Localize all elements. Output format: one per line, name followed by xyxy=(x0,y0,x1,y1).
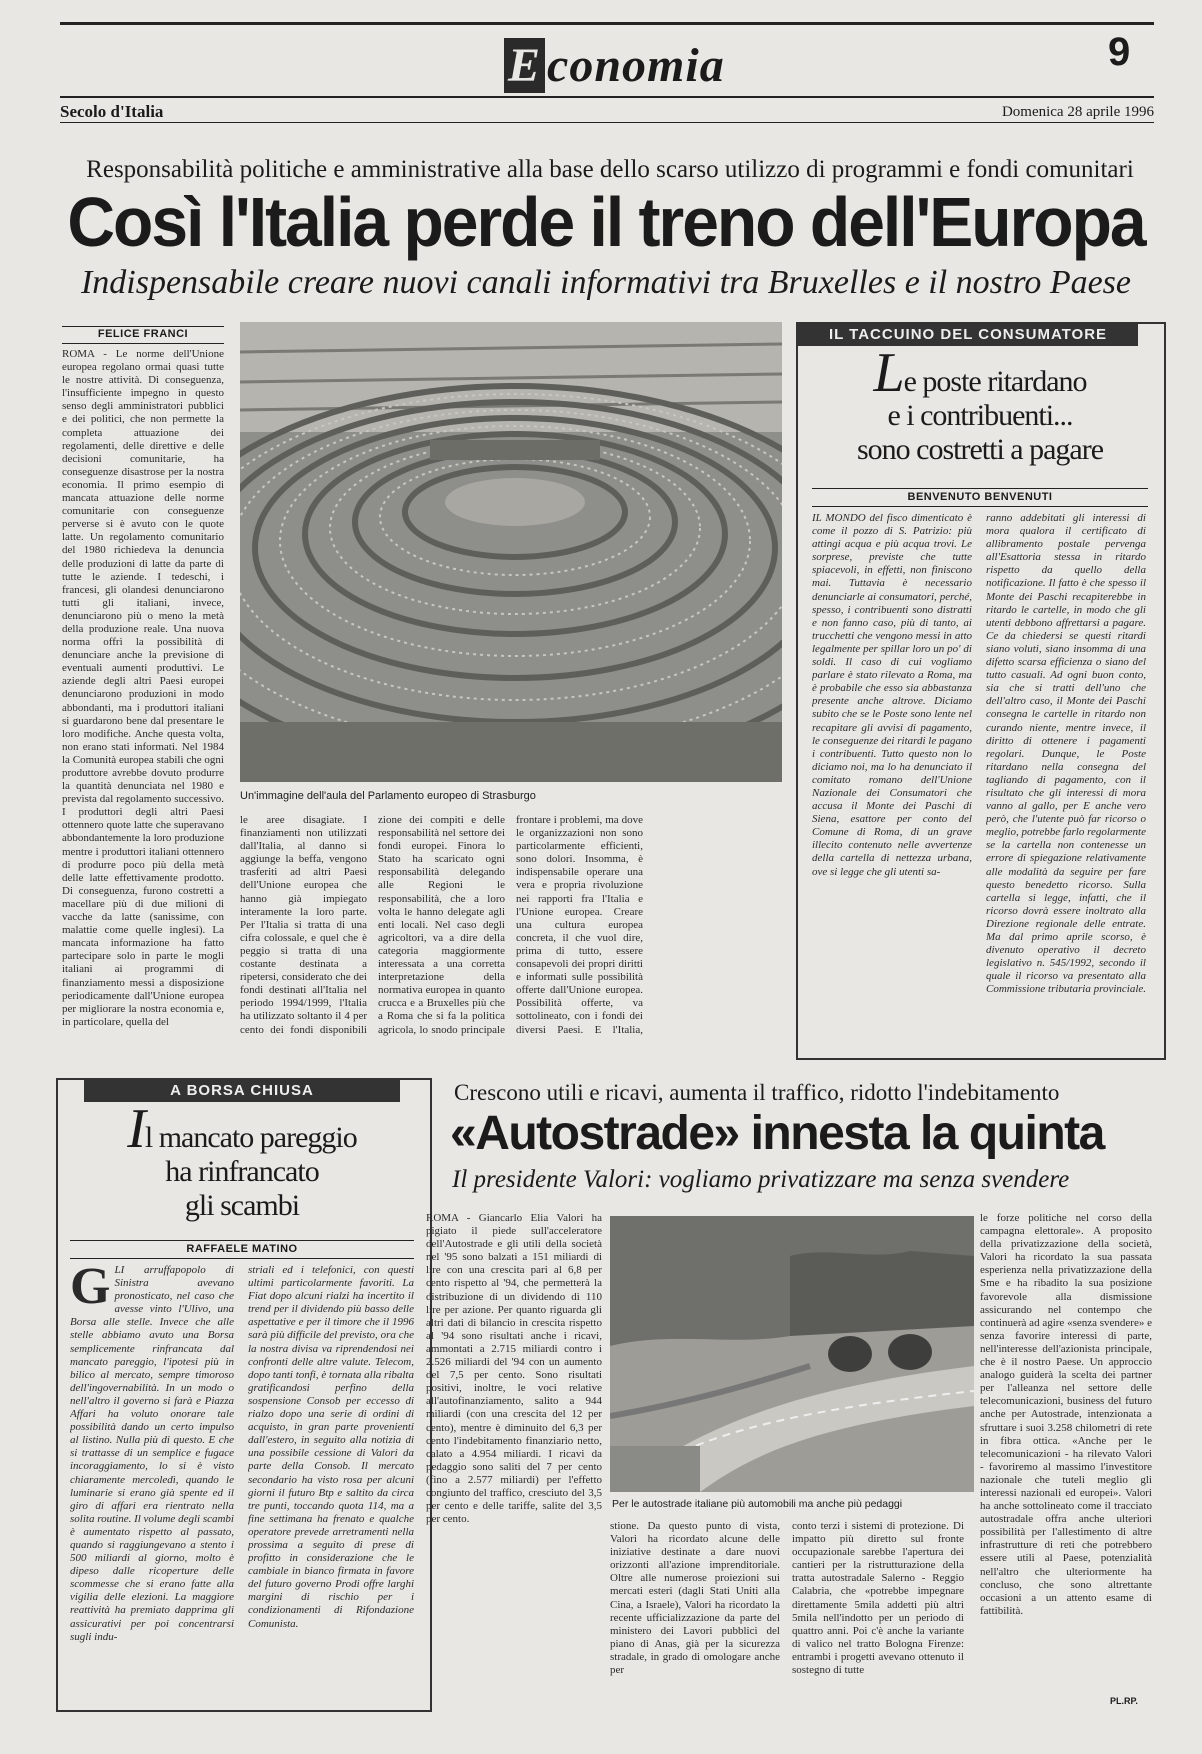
autostrade-column-4: le forze politiche nel corso della campagna elettorale». A proposito della privatizzazione della società, Valori ha ricordato la sua passata esperienza nella privatizzazione della Sme e ha ribadito la sua posizione favorevole alla dismissione assicurando nel contempo che continuerà ad agire «senza svendere» e senza favorire interessi di parte, nell'interesse dell'azionista principale, che è il nostro Paese. Un approccio analogo guiderà la scelta dei partner per l'alleanza nel settore delle telecomunicazioni, business del futuro anche per Autostrade, intenzionata a sfruttare i suoi 3.258 chilometri di rete in fibra ottica. «Anche per le telecomunicazioni - ha rilevato Valori - favoriremo al massimo l'investitore nazionale che tuteli meglio gli interessi nazionali ed europei». Valori ha anche sottolineato come il tracciato autostradale offra anche ulteriori possibilità per l'allestimento di altre infrastrutture di reti che potrebbero essere utili al Paese, potenzialità nell'altro che ulteriormente ha concluso, che sono altrettante occasioni a un attento esame di fattibilità. xyxy=(980,1212,1152,1617)
main-headline: Così l'Italia perde il treno dell'Europa xyxy=(67,183,1145,261)
parliament-caption: Un'immagine dell'aula del Parlamento europeo di Strasburgo xyxy=(240,790,536,802)
borsa-title-line1: l mancato pareggio xyxy=(144,1121,357,1154)
borsa-rule-bottom xyxy=(70,1258,414,1259)
autostrade-kicker: Crescono utili e ricavi, aumenta il traffico, ridotto l'indebitamento xyxy=(454,1080,1060,1105)
consumer-box-header: IL TACCUINO DEL CONSUMATORE xyxy=(798,324,1138,346)
main-kicker: Responsabilità politiche e amministrative alla base dello scarso utilizzo di programmi e fondi comunitari xyxy=(86,156,1134,183)
borsa-column-1-text: LI arruffapopolo di Sinistra avevano pronosticato, nel caso che avesse vinto l'Ulivo, una Borsa alle stelle. Invece che alle stelle abbiamo avuto una Borsa semplicemente rinfrancata dal mancato pareggio, l'ipotesi più in bilico al mercato, sempre timoroso dell'ingovernabilità. In un modo o nell'altro il governo si farà e Piazza Affari ha voluto onorare tale possibilità dando un certo impulso al listino. Nulla più di questo. E che si trattasse di un semplice e fugace incoraggiamento, lo si è visto chiaramente mercoledì, quando le luminarie si erano già spente ed il giro di affari era rientrato nella solita routine. Il volume degli scambi è aumentato rispetto al passato, quando si raggiungevano a stento i 500 miliardi al giorno, molto è dipeso dalle ricoperture delle scommesse che si erano fatte alla vigilia delle elezioni. La maggiore reattività ha premiato dapprima gli assicurativi per poi concentrarsi sugli indu- xyxy=(70,1264,234,1643)
borsa-box-title xyxy=(60,1098,424,1223)
borsa-column-2: striali ed i telefonici, con questi ultimi particolarmente favoriti. La Fiat dopo alcuni rialzi ha incertito il trend per il dividendo più basso delle aspettative e per il timore che il 1996 sarà più difficile del previsto, ora che la nostra divisa va riprendendosi nei confronti delle altre valute. Telecom, dopo tanti tonfi, è tornata alla ribalta gratificandosi perfino della sospensione Consob per eccesso di rialzo dopo una serie di ordini di acquisto, in gran parte provenienti dall'estero, in seguito alla notizia di una possibile cessione di Valori da parte della Consob. Il mercato secondario ha visto rosa per alcuni giorni il futuro Btp e saltito da circa tre punti, toccando quota 114, ma a fine settimana ha frenato e qualche operatore prevede arretramenti nella prossima a seguito di prese di profitto in considerazione che le cambiale in bianco firmata in favore del futuro governo Prodi offre larghi margini di rischio per i condizionamenti di Rifondazione Comunista. xyxy=(248,1264,414,1630)
parliament-photo xyxy=(240,322,782,782)
autostrade-headline: «Autostrade» innesta la quinta xyxy=(450,1107,1104,1160)
borsa-title-initial: I xyxy=(127,1098,145,1160)
main-byline: FELICE FRANCI xyxy=(97,328,189,340)
consumer-column-1: IL MONDO del fisco dimenticato è come il pozzo di S. Patrizio: più attingi acqua e più acqua trovi. Le sorprese, previste che tutte spiacevoli, in effetti, non finiscono mai. Tuttavia è necessario denunciarle ai consumatori, perché, spesso, i contribuenti sono distratti e non fanno caso, più di tanto, ai trucchetti che vengono messi in atto legalmente per spillar loro un po' di soldi. Il caso di cui vogliamo parlare è stato rilevato a Roma, ma è probabile che esso sia abbastanza presente anche altrove. Diciamo subito che se le Poste sono lente nel recapitare gli avvisi di pagamento, le conseguenze dei ritardi le pagano i contribuenti. Tutto questo non lo diciamo noi, ma lo ha denunciato il comitato romano dell'Unione Nazionale dei Consumatori che accusa il Monte dei Paschi di Siena, esattore per conto del Comune di Roma, di un grave illecito contenuto nelle avvertenze della cartella di nettezza urbana, ove si legge che gli utenti sa- xyxy=(812,512,972,878)
masthead-rule xyxy=(60,96,1154,98)
main-column-1: ROMA - Le norme dell'Unione europea regolano ormai quasi tutte le nostre attività. Di conseguenza, l'insufficiente impegno in questo senso degli amministratori pubblici e dei politici, che non permette la completa attuazione dei regolamenti, delle direttive e delle decisioni comunitarie, ha conseguenze disastrose per la nostra economia. Il primo esempio di mancata attuazione delle norme comunitarie con conseguenze perverse si è avuto con le quote latte. Un regolamento comunitario del 1980 richiedeva la denuncia delle produzioni di latte da parte di tutte le aziende. I tedeschi, i francesi, gli olandesi denunciarono tutti gli italiani, invece, denunciarono più o meno la metà della produzione reale. Una nuova norma offrì la possibilità di denunciare anche la previsione di eventuali aumenti produttivi. Le aziende degli altri Paesi europei denunciarono produzioni in modo abbondanti, ma i produttori italiani si guardarono bene dal presentare le loro modifiche. Anche questa volta, non erano stati informati. Nel 1984 la Comunità europea stabilì che ogni produttore avrebbe dovuto produrre la quantità denunciata nel 1980 e prevista dal regolamento successivo. I produttori degli altri Paesi ottennero quote latte che superavano abbondantemente la loro produzione mentre i produttori italiani ottennero di produrre poco più della metà delle latte effettivamente prodotto. Di conseguenza, furono costretti a macellare più di due milioni di vacche da latte (sanissime, con malattie come quelle inglesi). La mancata informazione ha fatto partecipare solo in parte le mogli italiani ai programmi di finanziamento messi a disposizione periodicamente dall'Unione europea per migliorare la nostra economia e, in particolare, quella del xyxy=(62,348,224,1028)
parliament-photo-image xyxy=(240,322,782,782)
main-subhead: Indispensabile creare nuovi canali informativi tra Bruxelles e il nostro Paese xyxy=(80,264,1132,301)
borsa-drop-cap: G xyxy=(70,1264,111,1315)
consumer-byline: BENVENUTO BENVENUTI xyxy=(907,491,1053,503)
consumer-rule-bottom xyxy=(812,506,1148,507)
date-rule xyxy=(60,122,1154,123)
main-column-2: le aree disagiate. I finanziamenti non utilizzati dall'Italia, al danno si aggiunge la beffa, vengono trasferiti ad altri Paesi dell'Unione europea che hanno già impiegato interamente la loro parte. Per l'Italia si tratta di una cifra colossale, e quel che è peggio si tratta di una costante destinata a ripetersi, considerato che dei fondi destinati all'Italia nel periodo 1994/1999, l'Italia ha utilizzato soltanto il 4 per cento dei fondi disponibili xyxy=(240,814,367,1036)
borsa-byline: RAFFAELE MATINO xyxy=(186,1243,298,1255)
section-initial: E xyxy=(504,38,545,93)
top-rule xyxy=(60,22,1154,25)
main-column-4-cont xyxy=(654,814,782,1038)
paper-name: Secolo d'Italia xyxy=(60,102,164,121)
highway-photo xyxy=(610,1216,974,1492)
consumer-title-line2: e i contribuenti... xyxy=(887,399,1073,432)
autostrade-footer: PL.RP. xyxy=(1110,1696,1138,1706)
consumer-title-initial: L xyxy=(873,342,904,404)
autostrade-column-2: stione. Da questo punto di vista, Valori ha ricordato alcune delle iniziative destinate a dare nuovi orizzonti all'azione imprenditoriale. Oltre alle numerose proiezioni sui mercati esteri (dagli Stati Uniti alla Cina, a Israele), Valori ha ricordato la recente ufficializzazione da parte del ministero dei Lavori pubblici del piano di Anas, già per la sicurezza stradale, in grado di omologare anche per xyxy=(610,1520,780,1677)
consumer-column-2: ranno addebitati gli interessi di mora qualora il certificato di allibramento postale pervenga all'Esattoria stessa in ritardo rispetto da quello della notificazione. Il fatto è che spesso il Monte dei Paschi recapiterebbe in ritardo le cartelle, in modo che gli utenti debbono affrettarsi a pagare. Ce da chiedersi se questi ritardi siano voluti, siano insomma di una difetto scarsa efficienza o siano del tutto casuali. Ad ogni buon conto, sia che si tratti dell'uno che dell'altro caso, il Monte dei Paschi consegna le cartelle in ritardo non curando niente, mentre invece, il diritto di ottenere i pagamenti regolari. Dunque, le Poste ritardano nella consegna del tagliando di pagamento, con il risultato che gli interessi di mora vanno al gallo, per E anche vero però, che l'utente può far ricorso o meglio, potrebbe farlo regolarmente se la cartella non contenesse un errore di spiegazione relativamente alle modalità da seguire per fare questo benedetto ricorso. Sulla cartella si legge, infatti, che il ricorso dovrà essere inoltrato alla Direzione regionale delle entrate. Ma dal primo aprile scorso, è divenuto operativo il decreto legislativo n. 545/1992, secondo il quale il ricorso va presentato alla Commissione tributaria provinciale. xyxy=(986,512,1146,996)
highway-caption: Per le autostrade italiane più automobili ma anche più pedaggi xyxy=(612,1498,903,1510)
borsa-column-1 xyxy=(70,1264,234,1698)
byline-rule-bottom xyxy=(62,343,224,344)
autostrade-column-3: conto terzi i sistemi di protezione. Di impatto più diretto sul fronte occupazionale sarebbe l'apertura dei cantieri per la ristrutturazione della tratta autostradale Salerno - Reggio Calabria, che «potrebbe impegnare direttamente 5mila addetti più altri 5mila nell'indotto per un periodo di quattro anni. Poi c'è anche la variante di valico nel tratto Bologna Firenze: entrambi i progetti avevano ottenuto il sostegno di tutte xyxy=(792,1520,964,1677)
main-column-4: frontare i problemi, ma dove le organizzazioni non sono particolarmente efficienti, sono dolori. Insomma, è indispensabile operare una vera e propria rivoluzione nei rapporti fra l'Italia e l'Unione europea. Creare una cultura europea concreta, il che vuol dire, prima di tutto, essere consapevoli dei propri diritti e informati sulle possibilità offerte dall'Unione europea. Possibilità offerte, va sottolineato, con i fondi dei diversi Paesi. E l'Italia, xyxy=(516,814,643,1036)
main-column-3: zione dei compiti e delle responsabilità nel settore dei fondi europei. Finora lo Stato ha scaricato ogni responsabilità delegando alle Regioni le responsabilità, che a loro volta le hanno delegate agli enti locali. Nel caso degli agricoltori, va a dire della categoria maggiormente interessata a una corretta interpretazione della normativa europea in quanto crucca e a Bruxelles più che a Roma che si fa la politica agricola, lo snodo principale xyxy=(378,814,505,1036)
byline-rule xyxy=(62,326,224,327)
section-name: conomia xyxy=(547,39,725,92)
consumer-title-line3: sono costretti a pagare xyxy=(856,433,1104,466)
borsa-rule xyxy=(70,1240,414,1241)
borsa-title-line3: gli scambi xyxy=(184,1189,300,1222)
autostrade-subhead: Il presidente Valori: vogliamo privatizzare ma senza svendere xyxy=(452,1166,1070,1193)
consumer-title-line1: e poste ritardano xyxy=(903,365,1087,398)
autostrade-column-1: ROMA - Giancarlo Elia Valori ha pigiato il piede sull'acceleratore dell'Autostrade e gli utili della società nel '95 sono balzati a 151 miliardi di lire con una crescita pari al 6,8 per cento rispetto al '94, che permetterà la distribuzione di un dividendo di 110 lire per azione. Per quanto riguarda gli altri dati di bilancio in crescita rispetto al '94 sono risultati anche i ricavi, ammontati a 2.715 miliardi contro i 2.526 miliardi del '94 con un aumento del 7,5 per cento. Sono risultati positivi, inoltre, le voci relative all'autofinanziamento, salito a 944 miliardi (con una crescita del 12 per cento), mentre è diminuito del 6,3 per cento l'indebitamento finanziario netto, calato a 4.954 miliardi. I ricavi da pedaggio sono saliti del 7 per cento (fino a 2.577 miliardi) per l'effetto congiunto del traffico, cresciuto del 3,5 per cento e delle tariffe, salite del 3,5 per cento. xyxy=(426,1212,602,1526)
borsa-box-header: A BORSA CHIUSA xyxy=(84,1080,400,1102)
page-number: 9 xyxy=(1108,30,1131,74)
issue-date: Domenica 28 aprile 1996 xyxy=(1001,104,1154,120)
borsa-title-line2: ha rinfrancato xyxy=(165,1155,319,1188)
section-title xyxy=(504,38,725,93)
consumer-rule xyxy=(812,488,1148,489)
consumer-box-title xyxy=(800,342,1160,467)
highway-photo-image xyxy=(610,1216,974,1492)
